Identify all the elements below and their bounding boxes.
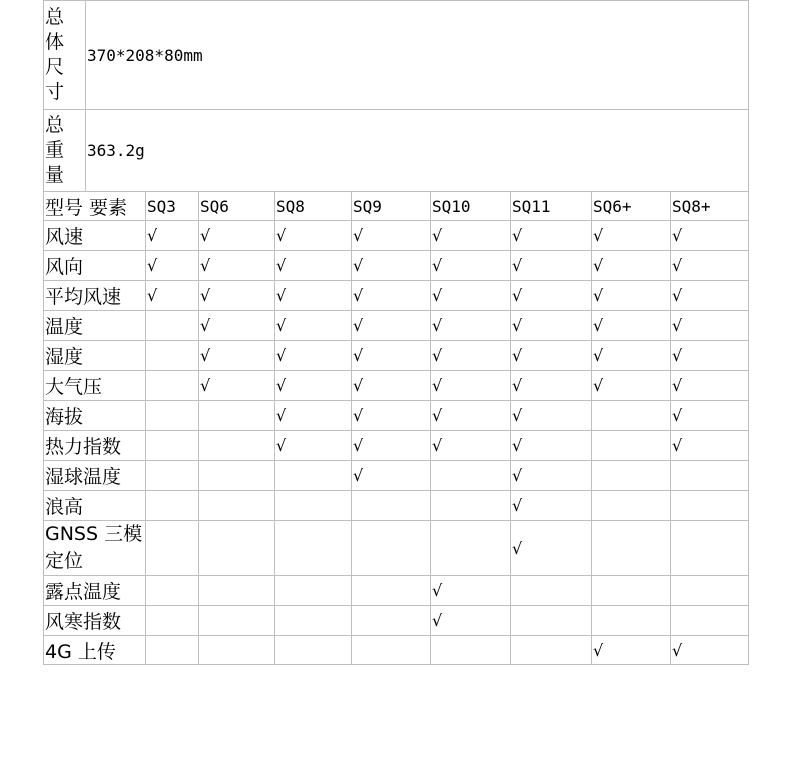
check-cell: √: [431, 341, 511, 371]
check-cell: [352, 606, 431, 636]
check-cell: √: [352, 311, 431, 341]
size-value: 370*208*80mm: [86, 1, 749, 110]
check-cell: [431, 461, 511, 491]
check-cell: √: [275, 221, 352, 251]
feature-name: 4G 上传: [44, 636, 146, 665]
check-cell: √: [431, 221, 511, 251]
check-cell: √: [431, 606, 511, 636]
feature-name: 温度: [44, 311, 146, 341]
check-cell: [592, 491, 671, 521]
check-cell: √: [146, 251, 199, 281]
check-cell: √: [199, 281, 275, 311]
check-cell: [592, 606, 671, 636]
check-cell: √: [671, 281, 749, 311]
size-label-char: 总: [45, 6, 65, 28]
check-cell: √: [431, 281, 511, 311]
check-cell: √: [199, 341, 275, 371]
check-cell: √: [431, 311, 511, 341]
table-row: [44, 521, 749, 576]
weight-value: 363.2g: [86, 110, 749, 192]
check-cell: √: [592, 251, 671, 281]
check-cell: √: [146, 221, 199, 251]
check-cell: √: [275, 341, 352, 371]
check-cell: [146, 311, 199, 341]
check-cell: √: [275, 401, 352, 431]
check-cell: [275, 636, 352, 665]
check-cell: √: [352, 281, 431, 311]
check-cell: √: [671, 221, 749, 251]
table-row: [44, 401, 749, 431]
feature-name: 风寒指数: [44, 606, 146, 636]
check-cell: [146, 371, 199, 401]
check-cell: √: [275, 431, 352, 461]
check-cell: √: [511, 311, 592, 341]
feature-name: 湿球温度: [44, 461, 146, 491]
feature-name: 热力指数: [44, 431, 146, 461]
feature-name: [44, 521, 146, 576]
model-header: SQ6+: [592, 192, 671, 221]
check-cell: [431, 521, 511, 576]
model-header: SQ8: [275, 192, 352, 221]
check-cell: [592, 401, 671, 431]
check-cell: √: [352, 221, 431, 251]
check-cell: √: [275, 251, 352, 281]
model-header: SQ11: [511, 192, 592, 221]
check-cell: [352, 521, 431, 576]
model-header: SQ8+: [671, 192, 749, 221]
table-row: [44, 251, 749, 281]
feature-name: 海拔: [44, 401, 146, 431]
feature-name: 风向: [44, 251, 146, 281]
check-cell: [671, 461, 749, 491]
check-cell: √: [511, 371, 592, 401]
check-cell: [199, 461, 275, 491]
check-cell: [199, 431, 275, 461]
check-cell: [592, 521, 671, 576]
feature-name: 露点温度: [44, 576, 146, 606]
check-cell: [431, 636, 511, 665]
feature-name: 平均风速: [44, 281, 146, 311]
check-cell: [146, 491, 199, 521]
check-cell: √: [511, 221, 592, 251]
check-cell: √: [671, 371, 749, 401]
check-cell: √: [352, 341, 431, 371]
check-cell: √: [511, 461, 592, 491]
table-row: [44, 341, 749, 371]
check-cell: √: [592, 371, 671, 401]
check-cell: √: [352, 251, 431, 281]
check-cell: √: [511, 341, 592, 371]
check-cell: [511, 636, 592, 665]
check-cell: √: [511, 521, 592, 576]
check-cell: √: [275, 281, 352, 311]
check-cell: [199, 401, 275, 431]
size-label-char: 体: [45, 31, 65, 53]
check-cell: √: [352, 431, 431, 461]
weight-label-char: 量: [45, 164, 65, 186]
check-cell: [146, 461, 199, 491]
check-cell: [146, 341, 199, 371]
check-cell: √: [146, 281, 199, 311]
check-cell: √: [671, 431, 749, 461]
check-cell: √: [511, 281, 592, 311]
header-label: 型号 要素: [44, 192, 146, 221]
check-cell: [431, 491, 511, 521]
check-cell: [592, 576, 671, 606]
check-cell: [671, 491, 749, 521]
spec-table: [43, 0, 749, 665]
check-cell: [199, 636, 275, 665]
check-cell: √: [431, 431, 511, 461]
check-cell: [352, 636, 431, 665]
check-cell: [146, 431, 199, 461]
check-cell: √: [671, 636, 749, 665]
check-cell: [352, 491, 431, 521]
feature-name: 浪高: [44, 491, 146, 521]
feature-name-line: GNSS 三模: [45, 523, 143, 545]
check-cell: √: [671, 251, 749, 281]
check-cell: √: [592, 341, 671, 371]
size-label-char: 寸: [45, 81, 65, 103]
model-header: SQ10: [431, 192, 511, 221]
check-cell: [199, 491, 275, 521]
table-row: [44, 636, 749, 665]
weight-label-char: 总: [45, 114, 65, 136]
check-cell: [146, 576, 199, 606]
check-cell: [199, 606, 275, 636]
header-row: [44, 192, 749, 221]
table-row: [44, 431, 749, 461]
weight-label: [44, 110, 86, 192]
check-cell: [275, 606, 352, 636]
check-cell: √: [199, 251, 275, 281]
check-cell: [199, 521, 275, 576]
table-row: [44, 311, 749, 341]
size-row: [44, 1, 749, 110]
check-cell: √: [431, 251, 511, 281]
size-label: [44, 1, 86, 110]
check-cell: √: [671, 341, 749, 371]
table-row: [44, 281, 749, 311]
feature-name-line: 定位: [45, 550, 84, 572]
check-cell: [671, 521, 749, 576]
check-cell: [671, 576, 749, 606]
check-cell: √: [431, 371, 511, 401]
check-cell: [146, 606, 199, 636]
feature-name: 风速: [44, 221, 146, 251]
model-header: SQ3: [146, 192, 199, 221]
table-row: [44, 221, 749, 251]
check-cell: [146, 636, 199, 665]
model-header: SQ6: [199, 192, 275, 221]
check-cell: √: [511, 251, 592, 281]
check-cell: √: [431, 576, 511, 606]
check-cell: √: [275, 371, 352, 401]
table-row: [44, 461, 749, 491]
check-cell: [592, 431, 671, 461]
check-cell: [671, 606, 749, 636]
model-header: SQ9: [352, 192, 431, 221]
check-cell: √: [352, 401, 431, 431]
check-cell: √: [511, 491, 592, 521]
weight-label-char: 重: [45, 139, 65, 161]
table-row: [44, 491, 749, 521]
check-cell: [275, 576, 352, 606]
feature-name: 湿度: [44, 341, 146, 371]
check-cell: √: [592, 281, 671, 311]
check-cell: √: [352, 371, 431, 401]
check-cell: √: [671, 311, 749, 341]
feature-name: 大气压: [44, 371, 146, 401]
check-cell: √: [199, 311, 275, 341]
table-row: [44, 576, 749, 606]
check-cell: [511, 576, 592, 606]
check-cell: √: [511, 431, 592, 461]
check-cell: [146, 521, 199, 576]
table-row: [44, 606, 749, 636]
check-cell: [275, 491, 352, 521]
check-cell: √: [511, 401, 592, 431]
size-label-char: 尺: [45, 56, 65, 78]
check-cell: √: [431, 401, 511, 431]
check-cell: √: [592, 311, 671, 341]
check-cell: [275, 521, 352, 576]
check-cell: √: [199, 221, 275, 251]
check-cell: √: [199, 371, 275, 401]
table-row: [44, 371, 749, 401]
check-cell: √: [592, 221, 671, 251]
check-cell: [592, 461, 671, 491]
check-cell: [275, 461, 352, 491]
check-cell: [352, 576, 431, 606]
weight-row: [44, 110, 749, 192]
check-cell: √: [671, 401, 749, 431]
check-cell: √: [275, 311, 352, 341]
check-cell: √: [352, 461, 431, 491]
check-cell: [199, 576, 275, 606]
check-cell: [511, 606, 592, 636]
check-cell: √: [592, 636, 671, 665]
check-cell: [146, 401, 199, 431]
